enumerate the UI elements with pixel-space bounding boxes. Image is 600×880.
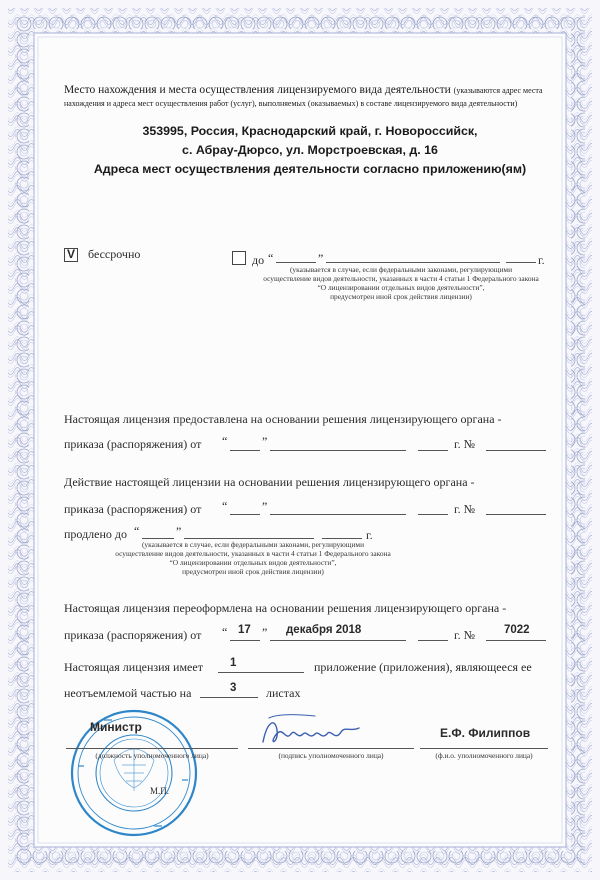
- reissued-year-line: [418, 640, 448, 641]
- reissued-number-line: [486, 640, 546, 641]
- extended-open-quote: “: [222, 499, 228, 513]
- extended-note-line: осуществление видов деятельности, указанных в части 4 статьи 1 Федерального закона: [115, 549, 391, 558]
- appendix-sheets-line: [200, 697, 258, 698]
- reissued-close-quote: ”: [262, 625, 268, 639]
- reissued-open-quote: “: [222, 625, 228, 639]
- granted-day-line: [230, 450, 260, 451]
- until-day-line: [276, 262, 316, 263]
- term-note: [246, 265, 556, 301]
- reissued-line-2: приказа (распоряжения) от: [64, 628, 202, 642]
- prolonged-month-line: [184, 538, 314, 539]
- prolonged-year-suffix: г.: [366, 528, 373, 542]
- term-note-line: осуществление видов деятельности, указанных в части 4 статьи 1 Федерального закона: [263, 274, 539, 283]
- signer-position: Министр: [90, 720, 142, 734]
- signer-name: Е.Ф. Филиппов: [440, 726, 531, 740]
- extended-month-line: [270, 514, 406, 515]
- until-year-line: [506, 262, 536, 263]
- granted-month-line: [270, 450, 406, 451]
- position-caption: (должность уполномоченного лица): [95, 751, 209, 760]
- prolonged-year-line: [322, 538, 362, 539]
- until-open-quote: “: [268, 251, 274, 265]
- reissued-month-line: [270, 640, 406, 641]
- stamp-caption: М.П.: [150, 786, 170, 796]
- reissued-number: 7022: [504, 624, 530, 636]
- term-note-line: предусмотрен иной срок действия лицензии): [330, 292, 472, 301]
- extended-day-line: [230, 514, 260, 515]
- location-note: (указываются адрес места нахождения и адреса мест осуществления работ (услуг), выполняемых (оказываемых) в составе лицензируемого вида деятельности): [64, 86, 543, 108]
- appendix-sheets: 3: [230, 682, 237, 694]
- address-line-2: с. Абрау-Дюрсо, ул. Морстроевская, д. 16: [182, 143, 438, 157]
- reissued-day-line: [230, 640, 260, 641]
- granted-open-quote: “: [222, 434, 228, 448]
- indefinite-label: бессрочно: [88, 247, 141, 261]
- until-close-quote: ”: [318, 251, 324, 265]
- address-line-3: Адреса мест осуществления деятельности согласно приложению(ям): [93, 162, 527, 176]
- prolonged-close-quote: ”: [176, 524, 182, 538]
- signature-line: [248, 748, 414, 749]
- extended-line-1: Действие настоящей лицензии на основании решения лицензирующего органа -: [64, 475, 475, 489]
- appendix-part-4: листах: [266, 686, 301, 700]
- extended-close-quote: ”: [262, 499, 268, 513]
- term-note-line: “О лицензировании отдельных видов деятельности”,: [317, 283, 485, 292]
- appendix-part-2: приложение (приложения), являющееся ее: [314, 660, 532, 674]
- extended-line-2: приказа (распоряжения) от: [64, 502, 202, 516]
- address-line-1: 353995, Россия, Краснодарский край, г. Новороссийск,: [142, 124, 478, 138]
- until-checkbox[interactable]: [232, 251, 246, 265]
- until-year-suffix: г.: [538, 253, 545, 267]
- appendix-count-line: [218, 672, 304, 673]
- location-heading: Место нахождения и места осуществления лицензируемого вида деятельности: [64, 84, 451, 96]
- reissued-line-1: Настоящая лицензия переоформлена на основании решения лицензирующего органа -: [64, 601, 507, 615]
- granted-line-1: Настоящая лицензия предоставлена на основании решения лицензирующего органа -: [64, 412, 502, 426]
- term-note-line: (указывается в случае, если федеральными законами, регулирующими: [289, 265, 513, 274]
- until-label: до: [252, 253, 265, 267]
- location-block: [64, 84, 554, 110]
- reissued-day: 17: [238, 624, 251, 636]
- reissued-month-year: декабря 2018: [286, 624, 362, 636]
- appendix-count: 1: [230, 657, 237, 669]
- appendix-part-3: неотъемлемой частью на: [64, 686, 192, 700]
- extended-note: [98, 540, 408, 576]
- prolonged-label: продлено до: [64, 527, 128, 541]
- prolonged-day-line: [142, 538, 174, 539]
- reissued-year-no: г. №: [454, 628, 476, 642]
- extended-number-line: [486, 514, 546, 515]
- granted-line-2: приказа (распоряжения) от: [64, 437, 202, 451]
- checkbox-mark: V: [67, 247, 76, 261]
- signature-caption: (подпись уполномоченного лица): [278, 751, 384, 760]
- position-line: [66, 748, 238, 749]
- name-caption: (ф.и.о. уполномоченного лица): [435, 751, 533, 760]
- indefinite-checkbox[interactable]: [64, 248, 78, 262]
- granted-year-no: г. №: [454, 437, 476, 451]
- extended-year-line: [418, 514, 448, 515]
- extended-note-line: (указывается в случае, если федеральными законами, регулирующими: [141, 540, 365, 549]
- granted-close-quote: ”: [262, 434, 268, 448]
- extended-note-line: “О лицензировании отдельных видов деятельности”,: [169, 558, 337, 567]
- prolonged-open-quote: “: [134, 524, 140, 538]
- granted-year-line: [418, 450, 448, 451]
- until-month-line: [326, 262, 500, 263]
- extended-note-line: предусмотрен иной срок действия лицензии): [182, 567, 324, 576]
- name-line: [420, 748, 548, 749]
- granted-number-line: [486, 450, 546, 451]
- extended-year-no: г. №: [454, 502, 476, 516]
- appendix-part-1: Настоящая лицензия имеет: [64, 660, 203, 674]
